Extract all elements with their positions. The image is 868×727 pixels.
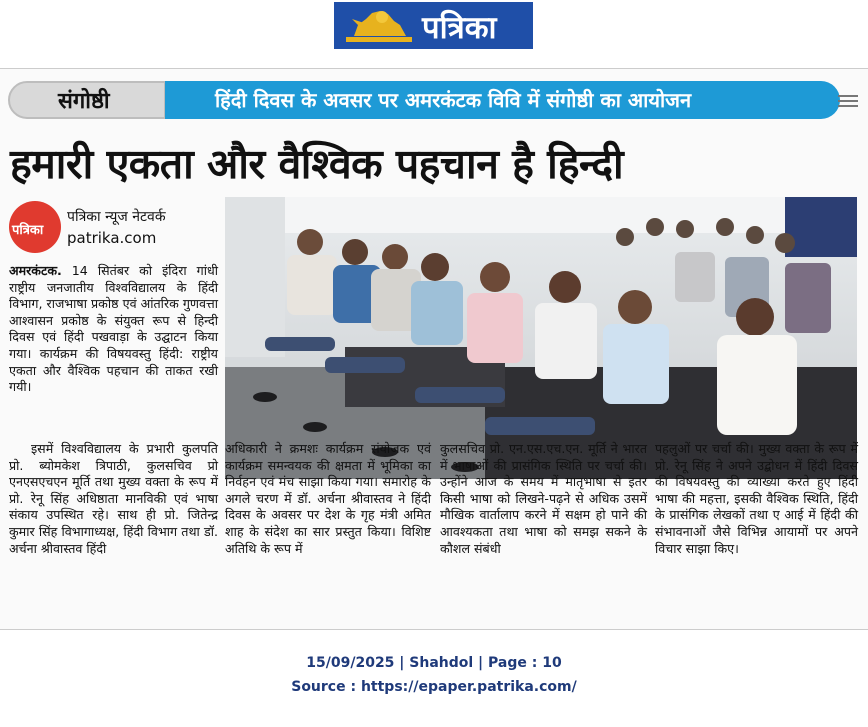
kicker-text: हिंदी दिवस के अवसर पर अमरकंटक विवि में संगोष्ठी का आयोजन bbox=[215, 88, 692, 112]
footer-date-line: 15/09/2025 | Shahdol | Page : 10 bbox=[306, 655, 562, 671]
col1-bottom-text: इसमें विश्वविद्यालय के प्रभारी कुलपति प्रो. ब्योमकेश त्रिपाठी, कुलसचिव प्रो एनएसएचएन मूर्ति तथा मुख्य वक्ता के रूप में प्रो. रेनू सिंह अधिष्ठाता मानविकी एवं भाषा संकाय उपस्थित रहे। साथ ही प्रो. जितेन्द्र कुमार सिंह विभागाध्यक्ष, हिंदी विभाग तथा डॉ. अर्चना श्रीवास्तव हिंदी bbox=[9, 441, 218, 556]
headline: हमारी एकता और वैश्विक पहचान है हिन्दी bbox=[10, 140, 624, 188]
article-col4 bbox=[655, 441, 858, 557]
seminar-audience-photo bbox=[225, 197, 857, 479]
masthead-brand: पत्रिका bbox=[422, 10, 497, 46]
article-col3 bbox=[440, 441, 647, 557]
article-col2 bbox=[225, 441, 431, 557]
footer-source-link[interactable]: Source : https://epaper.patrika.com/ bbox=[291, 679, 577, 695]
byline-logo-text: पत्रिका bbox=[12, 223, 44, 238]
lion-emblem-icon bbox=[344, 5, 414, 45]
article-col1-bottom bbox=[9, 441, 218, 557]
byline-agency: पत्रिका न्यूज नेटवर्क bbox=[67, 209, 166, 225]
byline-site: patrika.com bbox=[67, 229, 157, 247]
news-clipping bbox=[0, 68, 868, 630]
section-tag-label: संगोष्ठी bbox=[58, 89, 110, 114]
col2-text: अधिकारी ने क्रमशः कार्यक्रम संयोजक एवं कार्यक्रम समन्वयक की क्षमता में भूमिका का निर्वहन एवं मंच साझा किया गया। समारोह के अगले चरण में डॉ. अर्चना श्रीवास्तव ने हिंदी दिवस के अवसर पर देश के गृह मंत्री अमित शाह के संदेश का सार प्रस्तुत किया। विशिष्ट अतिथि के रूप में bbox=[225, 441, 431, 556]
menu-lines-icon bbox=[838, 95, 858, 109]
col4-text: पहलुओं पर चर्चा की। मुख्य वक्ता के रूप में प्रो. रेनू सिंह ने अपने उद्बोधन में हिंदी दिवस की विषयवस्तु की व्याख्या करते हुए हिंदी भाषा की महत्ता, इसकी वैश्विक स्थिति, हिंदी के प्रासंगिक लेखकों तथा ए आई में हिंदी की संभावनाओं जैसे विभिन्न आयामों पर अपने विचार साझा किए। bbox=[655, 441, 858, 556]
col3-text: कुलसचिव प्रो. एन.एस.एच.एन. मूर्ति ने भारत में भाषाओं की प्रासंगिक स्थिति पर चर्चा की। उन्होंने आज के समय में मातृभाषा से इतर किसी भाषा को लिखने-पढ़ने से अधिक उसमें मौखिक वार्तालाप करने में सक्षम हो पाने की आवश्यकता तथा भाषा को समझ सकने के कौशल संबंधी bbox=[440, 441, 647, 556]
article-col1-top bbox=[9, 263, 218, 396]
dateline: अमरकंटक. bbox=[9, 263, 62, 278]
col1-top-text: 14 सितंबर को इंदिरा गांधी राष्ट्रीय जनजातीय विश्वविद्यालय के हिंदी विभाग, राजभाषा प्रकोष्ठ एवं आंतरिक गुणवत्ता आश्वासन प्रकोष्ठ के संयुक्त रूप से हिन्दी दिवस एवं हिंदी पखवाड़ा के उद्घाटन किया गया। कार्यक्रम की विषयवस्तु हिंदी: राष्ट्रीय एकता और वैश्विक पहचान की ताकत रखी गयी। bbox=[9, 263, 218, 395]
patrika-masthead-logo bbox=[334, 2, 533, 49]
